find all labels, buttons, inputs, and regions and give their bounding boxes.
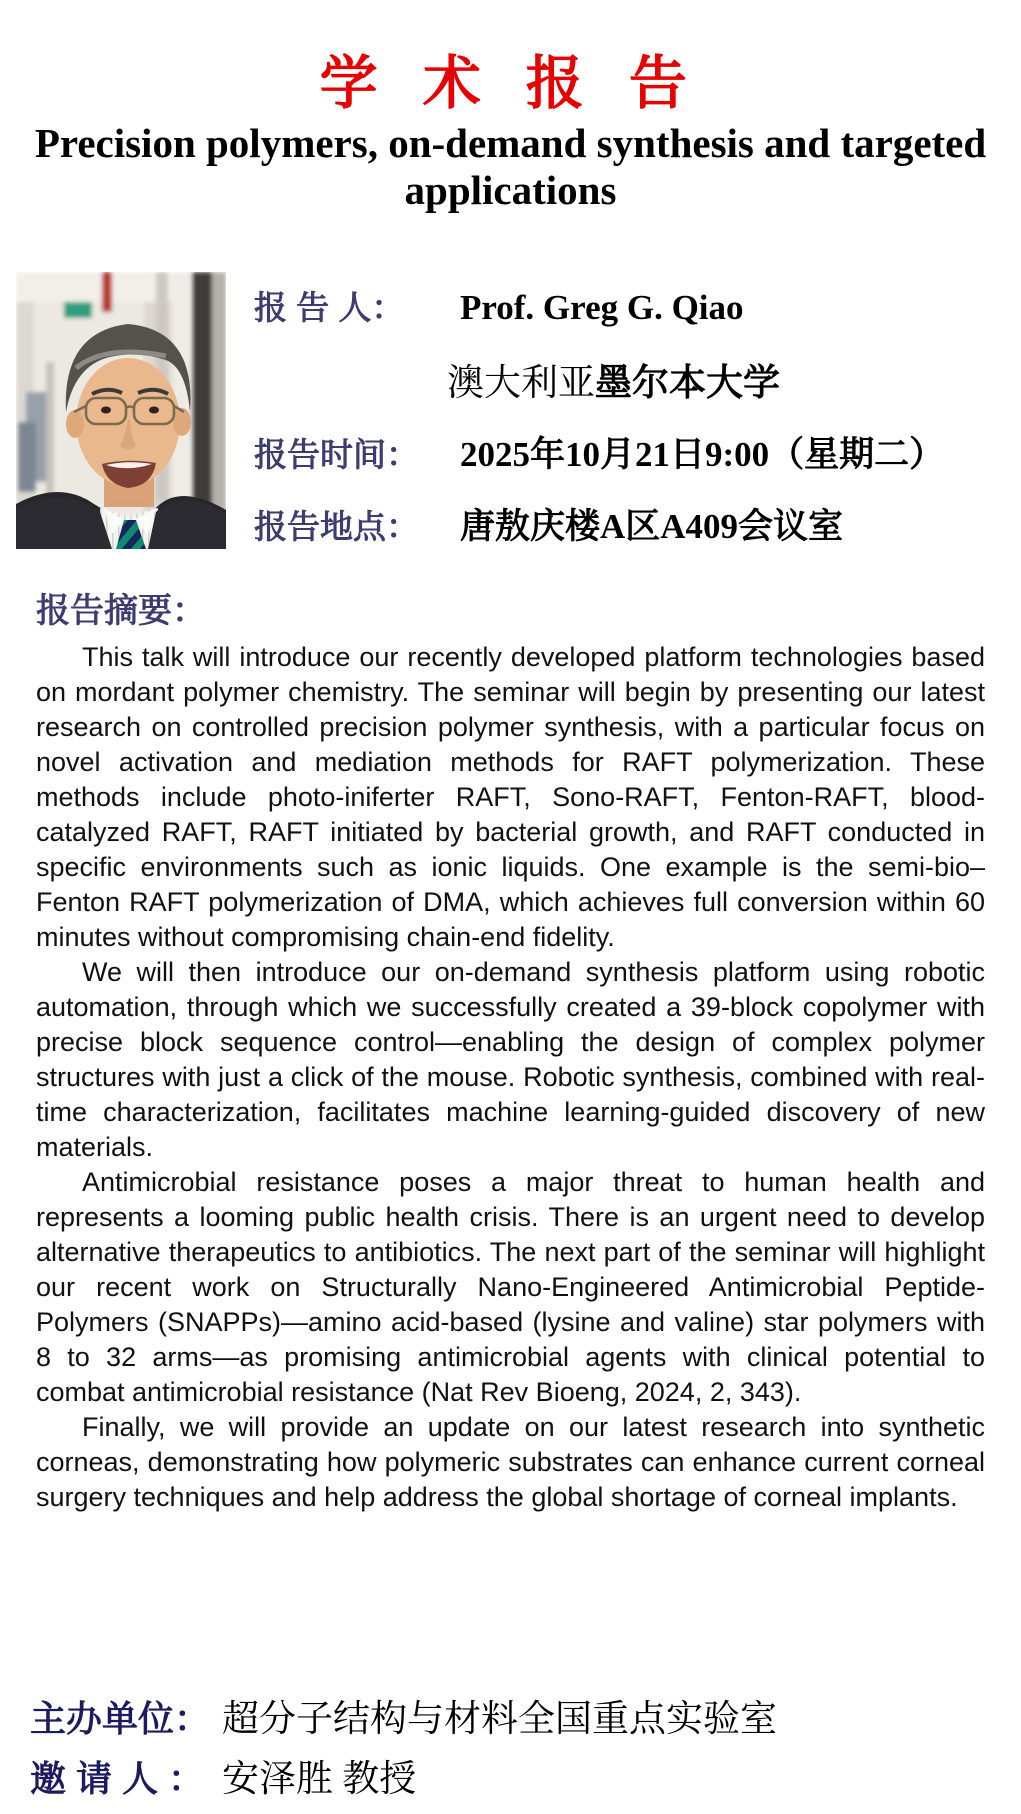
speaker-label: 报 告 人： xyxy=(254,289,405,326)
venue-row xyxy=(254,499,843,549)
abstract-paragraph-4: Finally, we will provide an update on our latest research into synthetic corneas, demonstrating how polymeric substrates can enhance current corneal surgery techniques and help address the global shortage of corneal implants. xyxy=(36,1412,985,1512)
poster-title-cn: 学 术 报 告 xyxy=(319,51,702,116)
inviter-value: 安泽胜 教授 xyxy=(222,1759,417,1800)
abstract-label: 报告摘要： xyxy=(36,592,206,630)
host-label: 主办单位： xyxy=(30,1698,211,1739)
abstract-paragraph-2: We will then introduce our on-demand synthesis platform using robotic automation, through which we successfully created a 39-block copolymer with precise block sequence control—enabling the design of complex polymer structures with just a click of the mouse. Robotic synthesis, combined with real-time characterization, facilitates machine learning-guided discovery of new materials. xyxy=(36,957,985,1162)
venue-label: 报告地点： xyxy=(254,508,419,545)
speaker-affiliation xyxy=(447,352,780,406)
venue-value: 唐敖庆楼A区A409会议室 xyxy=(460,507,844,546)
abstract-body xyxy=(36,640,985,1515)
speaker-photo xyxy=(16,272,226,549)
speaker-portrait-illustration xyxy=(16,272,226,549)
inviter-label: 邀 请 人 ： xyxy=(30,1758,205,1799)
host-row xyxy=(30,1688,777,1742)
time-row xyxy=(254,427,944,477)
time-value: 2025年10月21日9:00（星期二） xyxy=(460,435,945,474)
inviter-row xyxy=(30,1748,416,1802)
speaker-row xyxy=(254,282,744,329)
affiliation-country: 澳大利亚 xyxy=(447,363,595,404)
affiliation-university: 墨尔本大学 xyxy=(595,363,780,404)
time-label: 报告时间： xyxy=(254,436,419,473)
speaker-name: Prof. Greg G. Qiao xyxy=(460,288,744,327)
abstract-paragraph-3: Antimicrobial resistance poses a major threat to human health and represents a looming public health crisis. There is an urgent need to develop alternative therapeutics to antibiotics. The next part of the seminar will highlight our recent work on Structurally Nano-Engineered Antimicrobial Peptide-Polymers (SNAPPs)—amino acid-based (lysine and valine) star polymers with 8 to 32 arms—as promising antimicrobial agents with clinical potential to combat antimicrobial resistance (Nat Rev Bioeng, 2024, 2, 343). xyxy=(36,1167,985,1407)
abstract-paragraph-1: This talk will introduce our recently developed platform technologies based on mordant polymer chemistry. The seminar will begin by presenting our latest research on controlled precision polymer synthesis, with a particular focus on novel activation and mediation methods for RAFT polymerization. These methods include photo-iniferter RAFT, Sono-RAFT, Fenton-RAFT, blood-catalyzed RAFT, RAFT initiated by bacterial growth, and RAFT conducted in specific environments such as ionic liquids. One example is the semi-bio–Fenton RAFT polymerization of DMA, which achieves full conversion within 60 minutes without compromising chain-end fidelity. xyxy=(36,642,985,952)
host-value: 超分子结构与材料全国重点实验室 xyxy=(222,1699,777,1740)
seminar-title-en: Precision polymers, on-demand synthesis and targeted applications xyxy=(34,120,987,213)
